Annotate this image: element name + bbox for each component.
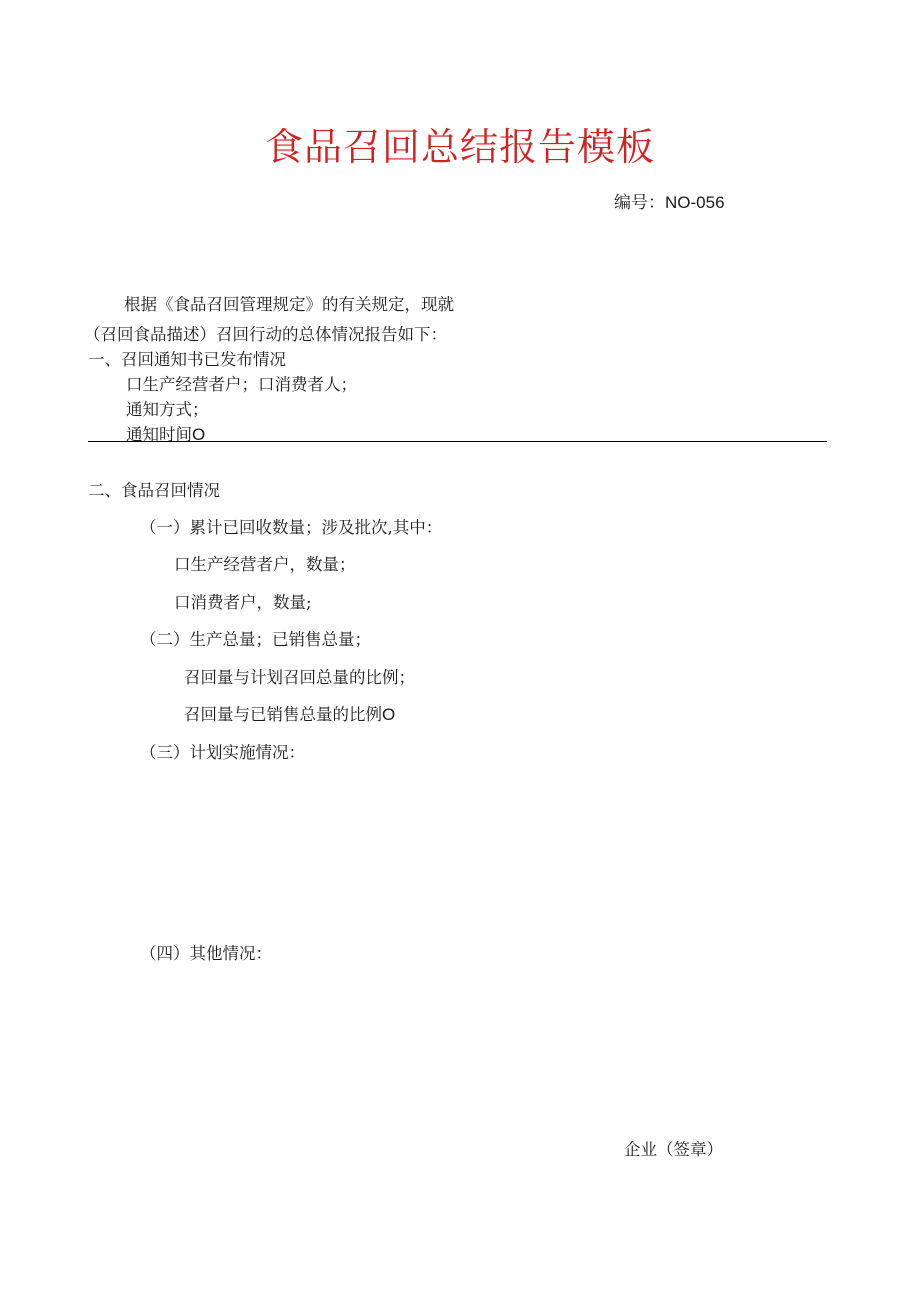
company-signature: 企业（签章）: [624, 1140, 723, 1159]
recall-item-2-sold-ratio: [184, 701, 395, 725]
section1-heading: 一、召回通知书已发布情况: [88, 350, 286, 369]
notice-time-label: 通知时间: [126, 425, 192, 444]
document-number-value: NO-056: [665, 193, 725, 212]
notice-method: 通知方式；: [126, 400, 209, 419]
recall-item-1-producers: 口生产经营者户，数量；: [174, 555, 356, 574]
intro-line-1: 根据《食品召回管理规定》的有关规定，现就: [124, 295, 454, 314]
notice-targets: 口生产经营者户；口消费者人；: [126, 375, 357, 394]
intro-line-2: （召回食品描述）召回行动的总体情况报告如下：: [84, 325, 447, 344]
recall-item-1-consumers: 口消费者户，数量;: [174, 593, 312, 612]
recall-item-3: （三）计划实施情况：: [140, 743, 305, 762]
notice-time-mark: O: [192, 425, 206, 444]
recall-item-2: （二）生产总量；已销售总量；: [140, 630, 371, 649]
section-divider: [88, 441, 827, 442]
document-title: 食品召回总结报告模板: [264, 125, 655, 169]
document-number-label: 编号：: [614, 193, 665, 213]
document-number: [614, 188, 725, 213]
sold-ratio-mark: O: [382, 705, 396, 724]
sold-ratio-label: 召回量与已销售总量的比例: [184, 705, 382, 724]
section2-heading: 二、食品召回情况: [88, 481, 220, 500]
recall-item-1: （一）累计已回收数量；涉及批次,其中：: [140, 518, 443, 537]
recall-item-4: （四）其他情况：: [140, 944, 272, 963]
recall-item-2-plan-ratio: 召回量与计划召回总量的比例；: [184, 668, 415, 687]
